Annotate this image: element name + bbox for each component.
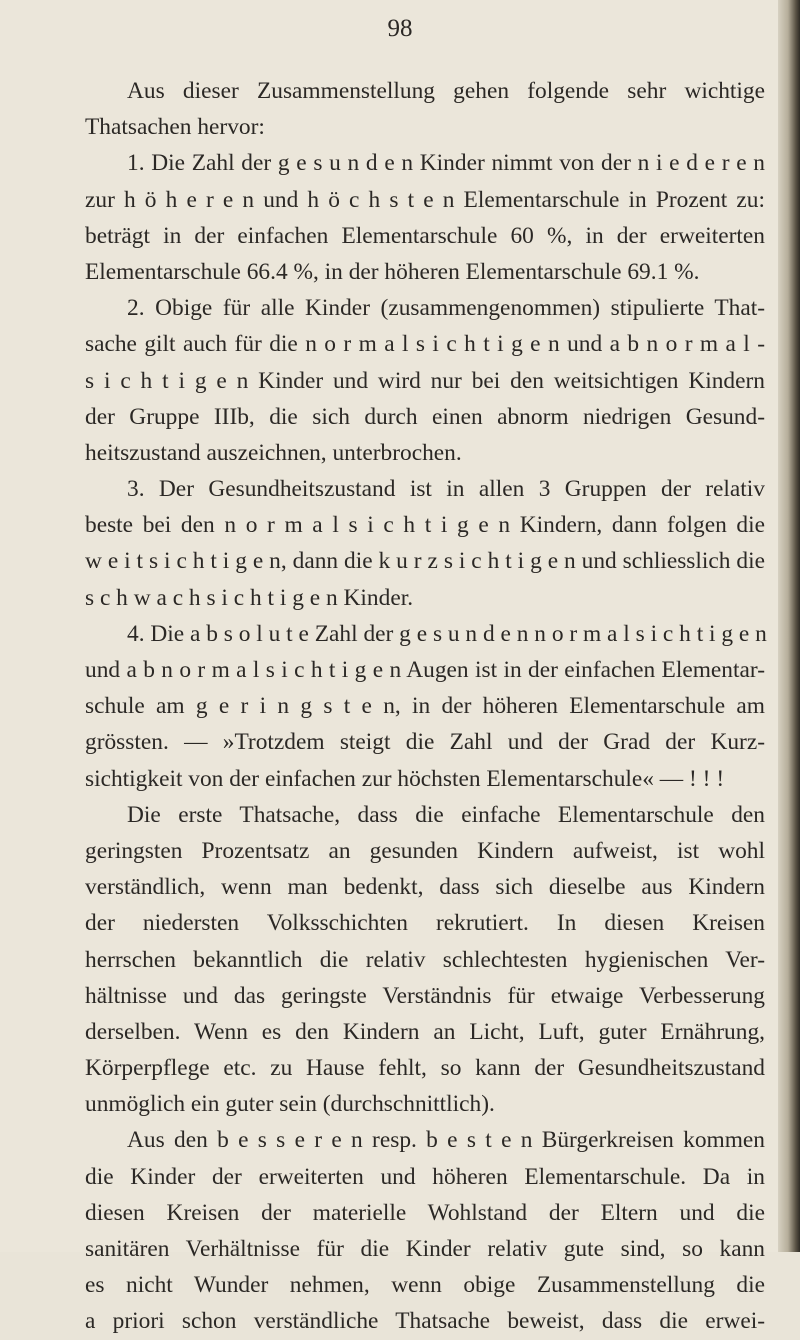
- text-line: beträgt in der einfachen Elementarschule 60 %, in der erweiterten: [85, 222, 765, 249]
- text-line: schule am g e r i n g s t e n, in der höheren Elementarschule am: [85, 693, 765, 720]
- text-line: sanitären Verhältnisse für die Kinder relativ gute sind, so kann: [85, 1236, 765, 1262]
- text-line: Körperpflege etc. zu Hause fehlt, so kann der Gesundheitszustand: [85, 1055, 765, 1082]
- page-number: 98: [387, 15, 413, 42]
- text-line: zur h ö h e r e n und h ö c h s t e n Elementarschule in Prozent zu:: [85, 186, 765, 213]
- text-line: diesen Kreisen der materielle Wohlstand der Eltern und die: [85, 1199, 765, 1226]
- text-line: unmöglich ein guter sein (durchschnittlich).: [85, 1091, 495, 1118]
- text-line: herrschen bekanntlich die relativ schlechtesten hygienischen Ver-: [85, 946, 765, 973]
- text-line: 4. Die a b s o l u t e Zahl der g e s u n d e n n o r m a l s i c h t i g e n: [127, 620, 767, 647]
- body-text: [85, 73, 765, 1340]
- text-line: Elementarschule 66.4 %, in der höheren Elementarschule 69.1 %.: [85, 258, 700, 285]
- text-line: die Kinder der erweiterten und höheren Elementarschule. Da in: [85, 1163, 765, 1190]
- text-line: verständlich, wenn man bedenkt, dass sich dieselbe aus Kindern: [85, 874, 765, 901]
- text-line: und a b n o r m a l s i c h t i g e n Augen ist in der einfachen Elementar-: [85, 657, 765, 683]
- text-line: hältnisse und das geringste Verständnis für etwaige Verbesserung: [85, 982, 765, 1009]
- text-line: heitszustand auszeichnen, unterbrochen.: [85, 439, 462, 466]
- text-line: sichtigkeit von der einfachen zur höchsten Elementarschule« — ! ! !: [85, 765, 725, 792]
- text-line: grössten. — »Trotzdem steigt die Zahl und der Grad der Kurz-: [85, 729, 765, 756]
- text-line: der niedersten Volksschichten rekrutiert. In diesen Kreisen: [85, 910, 765, 937]
- text-line: derselben. Wenn es den Kindern an Licht, Luft, guter Ernährung,: [85, 1018, 765, 1045]
- text-line: sache gilt auch für die n o r m a l s i c h t i g e n und a b n o r m a l -: [85, 331, 765, 358]
- text-line: 3. Der Gesundheitszustand ist in allen 3 Gruppen der relativ: [127, 476, 765, 503]
- text-line: beste bei den n o r m a l s i c h t i g e n Kindern, dann folgen die: [85, 512, 765, 539]
- text-line: Die erste Thatsache, dass die einfache Elementarschule den: [127, 801, 765, 828]
- text-line: Aus den b e s s e r e n resp. b e s t e n Bürgerkreisen kommen: [127, 1127, 765, 1154]
- text-line: der Gruppe IIIb, die sich durch einen abnorm niedrigen Gesund-: [85, 403, 765, 430]
- text-line: es nicht Wunder nehmen, wenn obige Zusammenstellung die: [85, 1272, 765, 1299]
- text-line: w e i t s i c h t i g e n, dann die k u r z s i c h t i g e n und schliesslich die: [85, 548, 765, 575]
- text-line: s i c h t i g e n Kinder und wird nur bei den weitsichtigen Kindern: [85, 367, 765, 394]
- text-line: a priori schon verständliche Thatsache beweist, dass die erwei-: [85, 1308, 765, 1335]
- text-line: Thatsachen hervor:: [85, 114, 265, 141]
- text-line: Aus dieser Zusammenstellung gehen folgende sehr wichtige: [127, 78, 765, 104]
- text-line: 1. Die Zahl der g e s u n d e n Kinder nimmt von der n i e d e r e n: [127, 150, 765, 177]
- text-line: s c h w a c h s i c h t i g e n Kinder.: [85, 584, 414, 611]
- text-line: 2. Obige für alle Kinder (zusammengenommen) stipulierte That-: [127, 295, 765, 322]
- page-edge-shadow: [778, 0, 800, 1252]
- text-line: geringsten Prozentsatz an gesunden Kindern aufweist, ist wohl: [85, 837, 765, 864]
